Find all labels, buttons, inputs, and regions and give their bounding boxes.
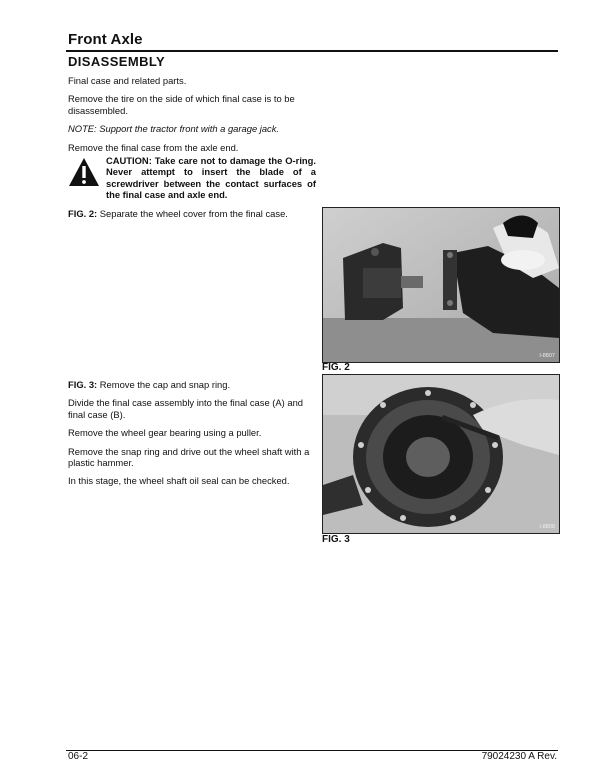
fig3-caption: FIG. 3 bbox=[322, 534, 350, 545]
fig3-paragraph: Remove the snap ring and drive out the wheel shaft with a plastic hammer. bbox=[68, 445, 310, 469]
section-title: Front Axle bbox=[68, 31, 143, 48]
caution-block bbox=[68, 155, 316, 199]
intro-text bbox=[68, 75, 314, 160]
fig3-steps bbox=[68, 379, 314, 494]
title-rule bbox=[66, 50, 558, 52]
fig3-paragraph: Divide the final case assembly into the final case (A) and final case (B). bbox=[68, 397, 304, 420]
fig3-paragraph: In this stage, the wheel shaft oil seal can be checked. bbox=[68, 475, 290, 487]
fig2-step-text: Separate the wheel cover from the final case. bbox=[99, 208, 288, 219]
fig2-photo bbox=[322, 207, 560, 363]
warning-triangle-icon bbox=[68, 157, 100, 187]
caution-text: CAUTION: Take care not to damage the O-ring. Never attempt to insert the blade of a screwdriver between the contact surfaces of the final case and axle end. bbox=[106, 155, 316, 200]
intro-paragraph: Remove the final case from the axle end. bbox=[68, 141, 239, 153]
intro-paragraph: Remove the tire on the side of which final case is to be disassembled. bbox=[68, 93, 295, 116]
fig2-label: FIG. 2: bbox=[68, 208, 98, 219]
fig3-photo bbox=[322, 374, 560, 534]
fig3-photo-id: I-8808 bbox=[539, 524, 555, 530]
intro-paragraph: Final case and related parts. bbox=[68, 75, 187, 86]
subhead: DISASSEMBLY bbox=[68, 54, 166, 69]
page-number: 06-2 bbox=[68, 751, 89, 762]
fig2-photo-id: I-8807 bbox=[539, 353, 555, 359]
fig2-step bbox=[68, 208, 314, 226]
fig3-step-paragraph bbox=[68, 379, 314, 390]
fig2-caption: FIG. 2 bbox=[322, 362, 350, 373]
fig3-step-text: Remove the cap and snap ring. bbox=[99, 379, 231, 390]
fig3-paragraph: Remove the wheel gear bearing using a puller. bbox=[68, 427, 262, 439]
fig3-label: FIG. 3: bbox=[68, 379, 98, 390]
document-number: 79024230 A Rev. bbox=[481, 751, 557, 762]
fig2-step-paragraph bbox=[68, 208, 314, 219]
note-text: NOTE: Support the tractor front with a garage jack. bbox=[68, 123, 280, 135]
